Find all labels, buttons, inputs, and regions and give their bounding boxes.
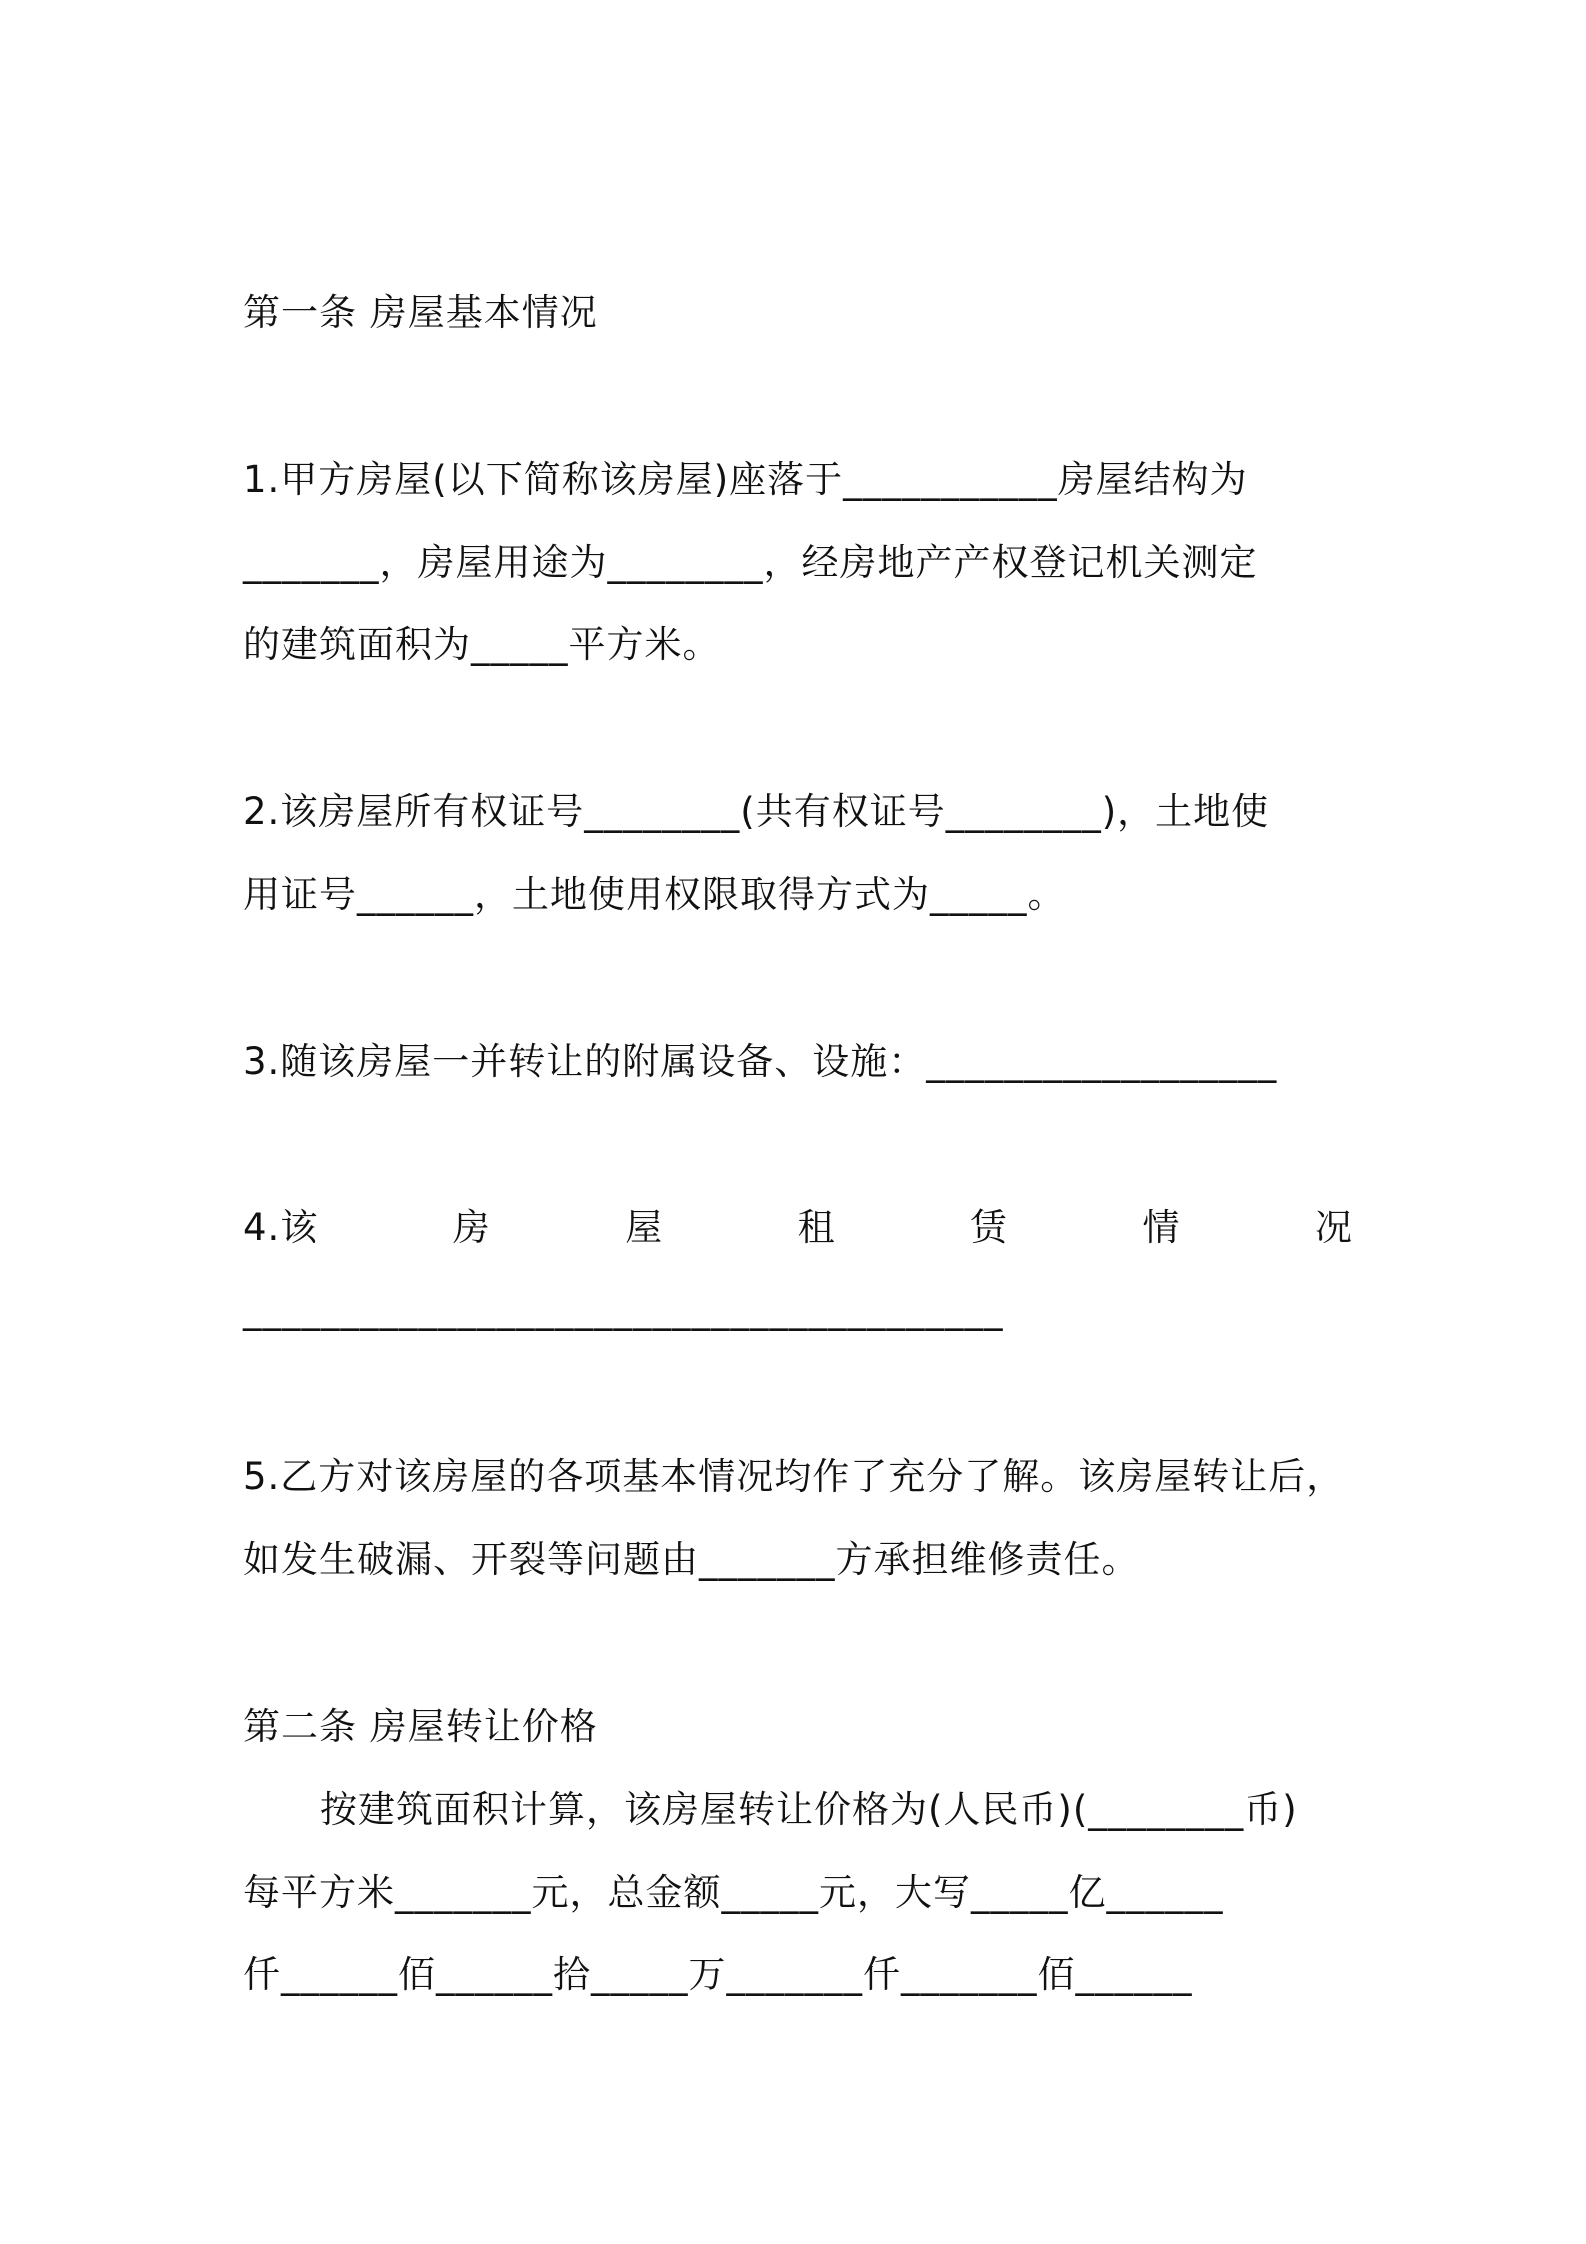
item4-word: 租 <box>797 1206 836 1249</box>
article2-line1: 按建筑面积计算，该房屋转让价格为(人民币)(________币) <box>320 1788 1298 1831</box>
item5-line1: 5.乙方对该房屋的各项基本情况均作了充分了解。该房屋转让后， <box>243 1455 1345 1498</box>
item1-line2: _______，房屋用途为________，经房地产产权登记机关测定 <box>243 541 1258 584</box>
item3-line1: 3.随该房屋一并转让的附属设备、设施：__________________ <box>243 1040 1278 1083</box>
item4-word: 情 <box>1142 1206 1181 1249</box>
item2-line2: 用证号______，土地使用权限取得方式为_____。 <box>243 873 1066 916</box>
item4-word: 屋 <box>625 1206 664 1249</box>
item4-word: 况 <box>1314 1206 1353 1249</box>
article2-heading: 第二条 房屋转让价格 <box>243 1705 598 1748</box>
item5-line2: 如发生破漏、开裂等问题由_______方承担维修责任。 <box>243 1538 1140 1581</box>
article2-line3: 仟______佰______拾_____万_______仟_______佰______ <box>243 1953 1193 1996</box>
item4-word: 房 <box>452 1206 491 1249</box>
item4-line1 <box>243 1203 1353 1253</box>
item4-line2: _______________________________________ <box>243 1288 1004 1331</box>
article2-line2: 每平方米_______元，总金额_____元，大写_____亿______ <box>243 1871 1224 1914</box>
item1-line1: 1.甲方房屋(以下简称该房屋)座落于___________房屋结构为 <box>243 458 1248 501</box>
item2-line1: 2.该房屋所有权证号________(共有权证号________)，土地使 <box>243 790 1270 833</box>
article1-heading: 第一条 房屋基本情况 <box>243 291 598 334</box>
item1-line3: 的建筑面积为_____平方米。 <box>243 623 721 666</box>
item4-word: 赁 <box>970 1206 1009 1249</box>
item4-word: 4.该 <box>243 1206 319 1249</box>
